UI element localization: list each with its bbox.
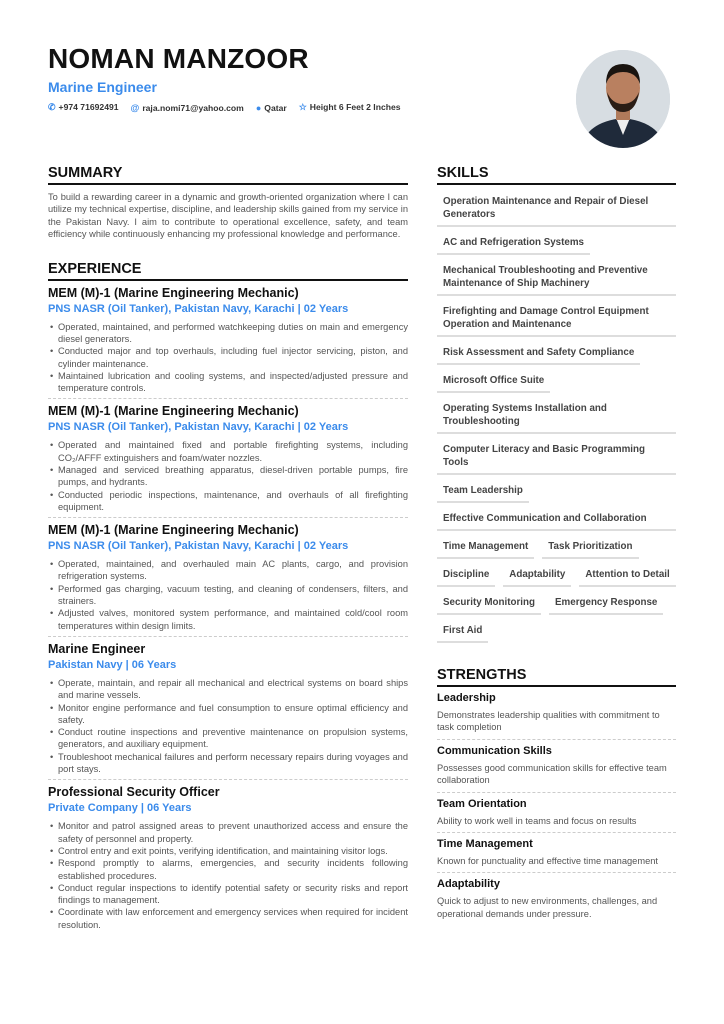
job-title: Marine Engineer (48, 641, 146, 656)
strength-description: Possesses good communication skills for effective team collaboration (437, 762, 667, 786)
skill-item: Computer Literacy and Basic Programming Tools (437, 437, 676, 475)
strength-name: Adaptability (437, 878, 500, 891)
strengths-list (437, 687, 676, 925)
strength-name: Team Orientation (437, 797, 527, 810)
job-title: MEM (M)-1 (Marine Engineering Mechanic) (48, 523, 299, 538)
skills-list (437, 189, 676, 646)
job-bullet: • Troubleshoot mechanical failures and perform necessary repairs during voyages and port stays. (48, 751, 408, 776)
strengths-heading: STRENGTHS (437, 666, 676, 687)
star-icon: ☆ (298, 102, 307, 112)
skill-item: AC and Refrigeration Systems (437, 230, 590, 255)
skill-item: Attention to Detail (579, 562, 675, 587)
job-bullet: • Operated, maintained, and performed watchkeeping duties on main and emergency diesel generators. (48, 321, 408, 346)
job-bullets (48, 558, 408, 632)
job-bullet: • Adjusted valves, monitored system performance, and maintained cold/cool room temperatures within design limits. (48, 607, 408, 632)
job-bullet: • Operated, maintained, and overhauled main AC plants, cargo, and provision refrigeration systems. (48, 558, 408, 583)
skill-item: Mechanical Troubleshooting and Preventive Maintenance of Ship Machinery (437, 258, 676, 296)
profile-photo (576, 50, 670, 148)
skills-heading: SKILLS (437, 164, 676, 185)
job-bullets (48, 677, 408, 775)
contact-text: raja.nomi71@yahoo.com (142, 102, 244, 113)
phone-icon: ✆ (48, 102, 56, 112)
strength-item (437, 833, 676, 873)
job-title: MEM (M)-1 (Marine Engineering Mechanic) (48, 404, 299, 419)
skill-item: Discipline (437, 562, 495, 587)
strength-description: Demonstrates leadership qualities with commitment to task completion (437, 710, 660, 733)
job-bullet: • Operated and maintained fixed and portable firefighting systems, including CO₂/AFFF extinguishers and foam/water nozzles. (48, 439, 408, 464)
right-column (437, 164, 676, 925)
contact-item (48, 102, 119, 113)
job-bullets (48, 439, 408, 513)
job-entry (48, 637, 408, 780)
skill-item: Emergency Response (549, 590, 663, 615)
experience-heading: EXPERIENCE (48, 260, 408, 281)
strength-name: Time Management (437, 838, 533, 851)
summary-heading: SUMMARY (48, 164, 408, 185)
resume-header (48, 42, 568, 113)
skill-item: Security Monitoring (437, 590, 541, 615)
skill-item: Operation Maintenance and Repair of Diesel Generators (437, 189, 676, 227)
strength-item (437, 873, 676, 925)
job-bullet: • Maintained lubrication and cooling systems, and inspected/adjusted pressure and temperature controls. (48, 370, 408, 395)
summary-text: To build a rewarding career in a dynamic and growth-oriented organization where I can utilize my technical expertise, discipline, and leadership skills gained from my service in the Pakistan Navy. I aim to contribute to operational excellence, safety, and team efficiency while continuously enhancing my professional knowledge and performance. (48, 192, 408, 240)
candidate-name: NOMAN MANZOOR (48, 43, 309, 74)
contact-text: Qatar (264, 102, 287, 113)
left-column (48, 164, 408, 935)
skill-item: Time Management (437, 534, 534, 559)
strength-name: Communication Skills (437, 744, 552, 757)
job-bullet: • Conducted periodic inspections, maintenance, and overhauls of all firefighting equipment. (48, 489, 408, 514)
skill-item: Adaptability (503, 562, 571, 587)
job-bullets (48, 820, 408, 931)
skill-item: Task Prioritization (542, 534, 638, 559)
skill-item: Team Leadership (437, 478, 529, 503)
job-entry (48, 281, 408, 400)
job-company: Pakistan Navy | 06 Years (48, 658, 177, 671)
strength-item (437, 793, 676, 833)
contact-info (48, 102, 568, 113)
job-company: PNS NASR (Oil Tanker), Pakistan Navy, Karachi | 02 Years (48, 421, 349, 434)
job-bullet: • Monitor and patrol assigned areas to prevent unauthorized access and ensure the safety of personnel and property. (48, 820, 408, 845)
contact-item (256, 103, 287, 113)
job-bullet: • Conduct regular inspections to identify potential safety or security risks and report findings to management. (48, 882, 408, 907)
job-title: MEM (M)-1 (Marine Engineering Mechanic) (48, 285, 299, 300)
skill-item: First Aid (437, 618, 488, 643)
candidate-role: Marine Engineer (48, 79, 157, 95)
at-icon: @ (130, 102, 140, 113)
job-company: Private Company | 06 Years (48, 802, 192, 815)
job-bullet: • Conduct routine inspections and preventive maintenance on propulsion systems, generators, and auxiliary equipment. (48, 726, 408, 751)
job-bullets (48, 321, 408, 395)
job-company: PNS NASR (Oil Tanker), Pakistan Navy, Karachi | 02 Years (48, 540, 349, 553)
job-bullet: • Monitor engine performance and fuel consumption to ensure optimal efficiency and safety. (48, 702, 408, 727)
skill-item: Firefighting and Damage Control Equipment Operation and Maintenance (437, 299, 676, 337)
skill-item: Risk Assessment and Safety Compliance (437, 340, 640, 365)
contact-item (131, 103, 244, 113)
skill-item: Effective Communication and Collaboration (437, 506, 676, 531)
job-bullet: • Coordinate with law enforcement and emergency services when required for incident resolution. (48, 906, 408, 931)
skill-item: Operating Systems Installation and Troubleshooting (437, 396, 676, 434)
contact-item (299, 102, 401, 113)
job-bullet: • Conducted major and top overhauls, including fuel injector servicing, piston, and cylinder maintenance. (48, 345, 408, 370)
experience-list (48, 281, 408, 935)
job-bullet: • Respond promptly to alarms, emergencies, and security incidents following established procedures. (48, 857, 408, 882)
job-bullet: • Performed gas charging, vacuum testing, and cleaning of condensers, filters, and strainers. (48, 583, 408, 608)
location-pin-icon: ● (255, 102, 262, 113)
job-entry (48, 518, 408, 637)
strength-description: Known for punctuality and effective time management (437, 856, 659, 867)
skill-item: Microsoft Office Suite (437, 368, 550, 393)
job-entry (48, 399, 408, 518)
strength-item (437, 740, 676, 793)
strength-description: Ability to work well in teams and focus on results (437, 815, 637, 826)
job-bullet: • Control entry and exit points, verifying identification, and maintaining visitor logs. (48, 845, 408, 857)
job-entry (48, 780, 408, 935)
strength-name: Leadership (437, 692, 496, 704)
contact-text: Height 6 Feet 2 Inches (309, 102, 401, 112)
strength-item (437, 687, 676, 740)
job-title: Professional Security Officer (48, 785, 220, 800)
job-bullet: • Operate, maintain, and repair all mechanical and electrical systems on board ships and marine vessels. (48, 677, 408, 702)
job-company: PNS NASR (Oil Tanker), Pakistan Navy, Karachi | 02 Years (48, 302, 349, 315)
job-bullet: • Managed and serviced breathing apparatus, diesel-driven portable pumps, fire pumps, and hydrants. (48, 464, 408, 489)
strength-description: Quick to adjust to new environments, challenges, and operational demands under pressure. (437, 896, 658, 919)
contact-text: +974 71692491 (58, 102, 119, 112)
